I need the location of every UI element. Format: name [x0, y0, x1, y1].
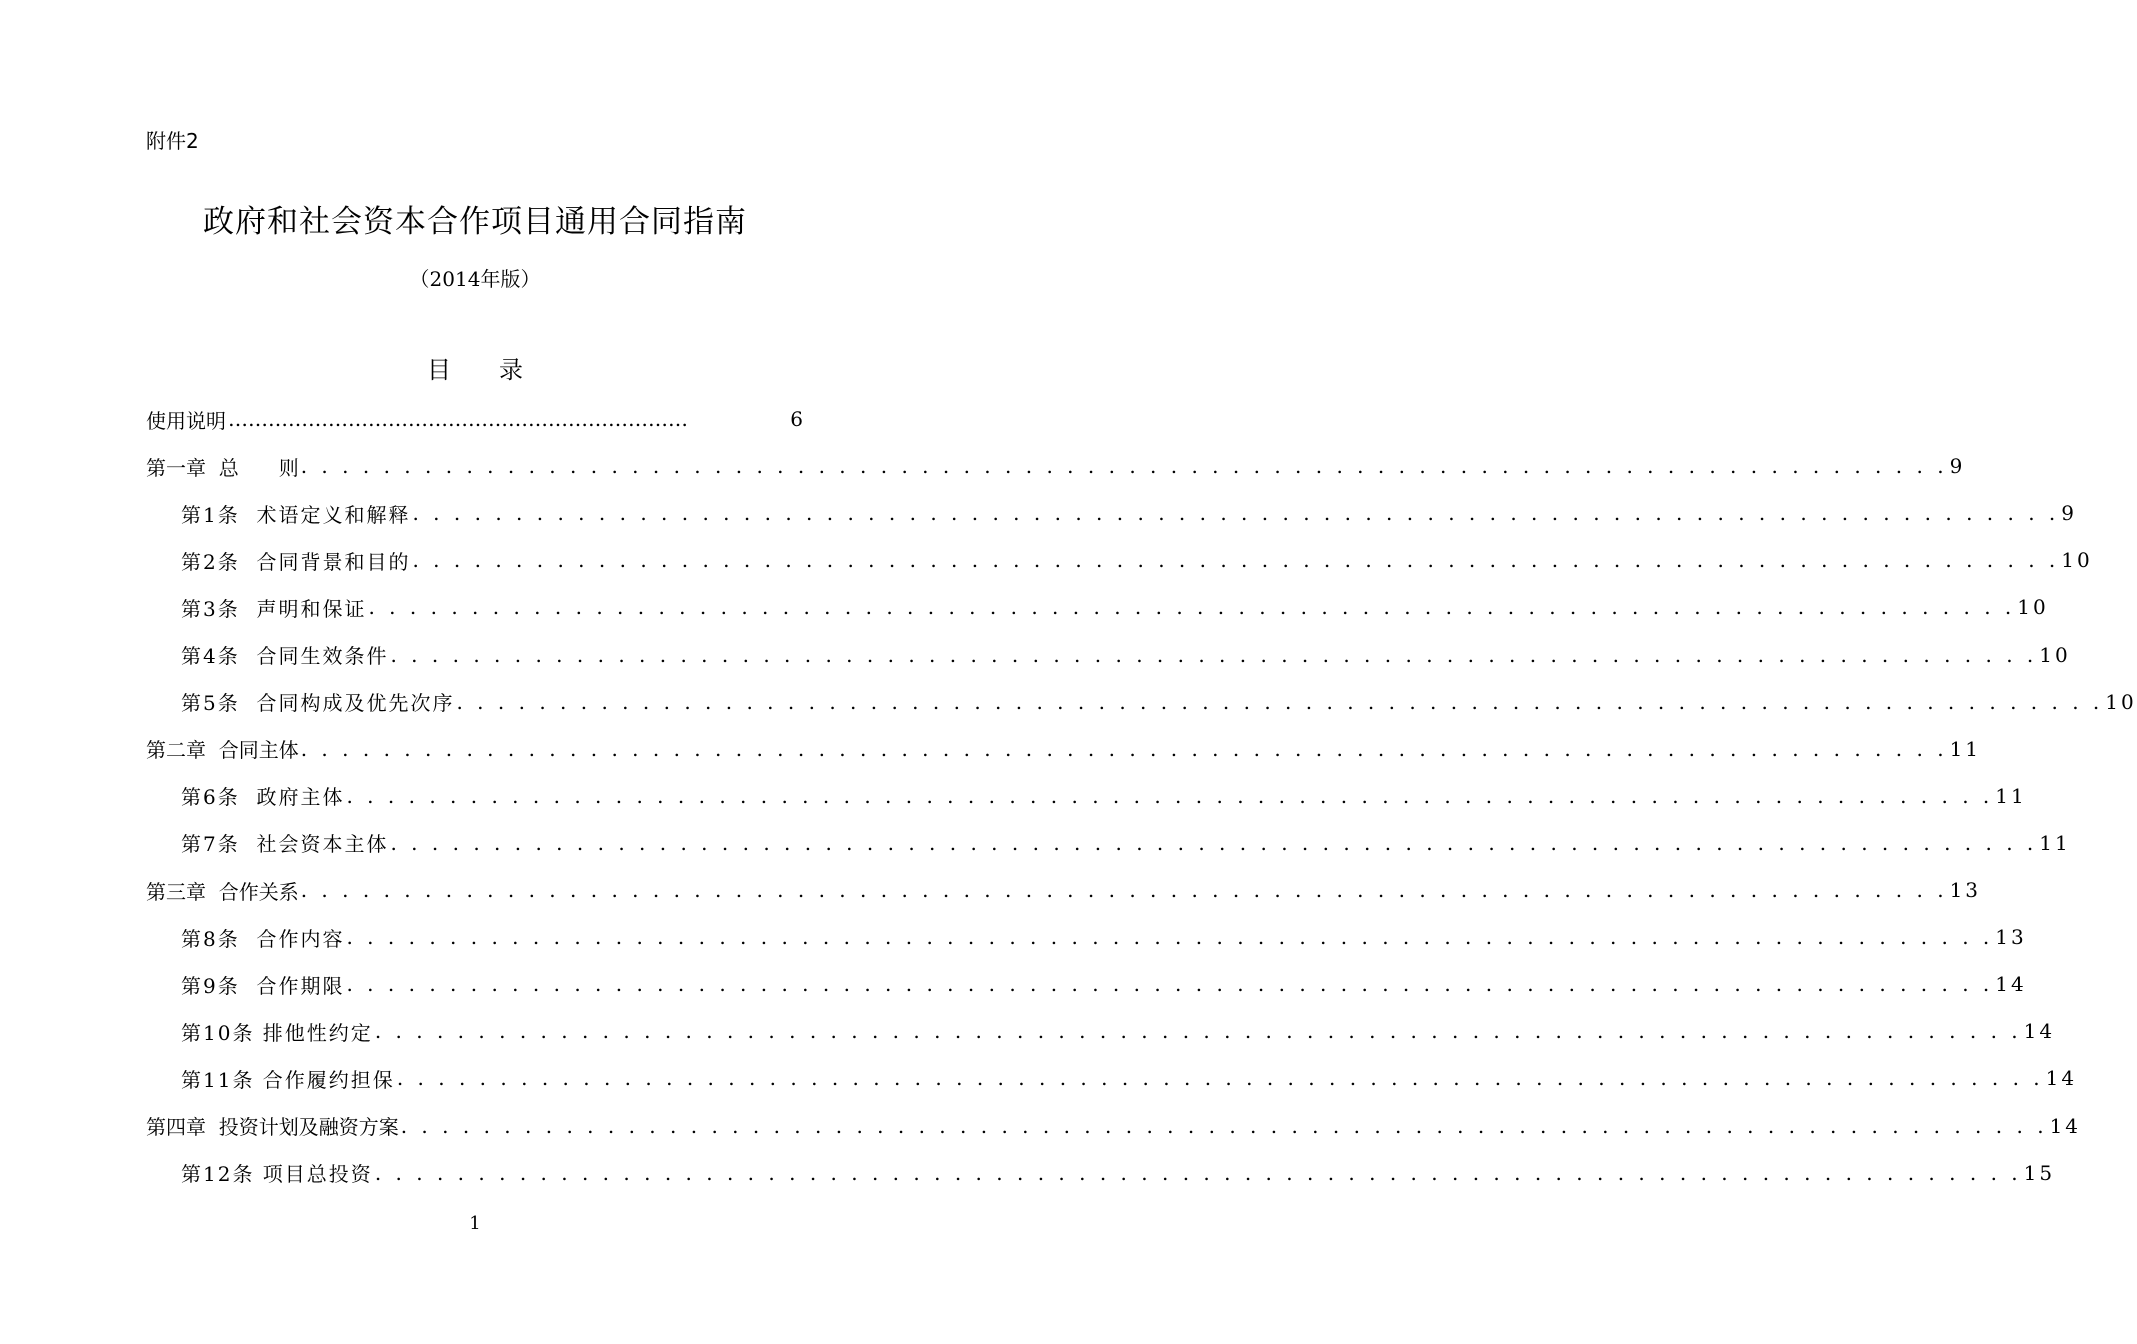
- toc-entry-label: 第8条 合作内容: [181, 926, 345, 951]
- toc-entry-page: 14: [1995, 972, 2027, 997]
- toc-entry-label: 第三章 合作关系: [146, 879, 299, 904]
- toc-dot-leader: ……………………………………………………………: [228, 407, 688, 431]
- toc-entry-page: 14: [2045, 1066, 2078, 1091]
- toc-dot-leader: . . . . . . . . . . . . . . . . . . . . . . . . . . . . . . . . . . . . . . . . . . . . . . . . . . . . . . . . . . . . . . . . . . . . . . . . . . . . . . . .: [456, 689, 2104, 714]
- toc-dot-leader: . . . . . . . . . . . . . . . . . . . . . . . . . . . . . . . . . . . . . . . . . . . . . . . . . . . . . . . . . . . . . . . . . . . . . . . . . . . . . . . .: [390, 642, 2038, 667]
- toc-entry-page: 14: [2049, 1113, 2082, 1138]
- toc-dot-leader: . . . . . . . . . . . . . . . . . . . . . . . . . . . . . . . . . . . . . . . . . . . . . . . . . . . . . . . . . . . . . . . . . . . . . . . . . . . . . . . .: [396, 1066, 2044, 1091]
- attachment-label: 附件2: [146, 129, 199, 153]
- toc-article-entry[interactable]: [181, 1015, 2056, 1047]
- toc-entry-page: 13: [1995, 925, 2027, 950]
- toc-entry-label: 第9条 合作期限: [181, 973, 345, 998]
- toc-dot-leader: . . . . . . . . . . . . . . . . . . . . . . . . . . . . . . . . . . . . . . . . . . . . . . . . . . . . . . . . . . . . . . . . . . . . . . . . . . . . . . . .: [346, 783, 1994, 808]
- document-edition: （2014年版）: [409, 267, 541, 291]
- toc-dot-leader: . . . . . . . . . . . . . . . . . . . . . . . . . . . . . . . . . . . . . . . . . . . . . . . . . . . . . . . . . . . . . . . . . . . . . . . . . . . . . . . .: [390, 830, 2038, 855]
- toc-entry-page: 13: [1949, 878, 1982, 902]
- toc-article-entry[interactable]: [181, 827, 2071, 859]
- toc-article-entry[interactable]: [181, 639, 2071, 671]
- document-title: 政府和社会资本合作项目通用合同指南: [203, 204, 747, 240]
- toc-entry-page: 11: [2039, 830, 2071, 855]
- toc-entry-label: 第7条 社会资本主体: [181, 832, 389, 857]
- toc-entry-page: 10: [2105, 689, 2137, 714]
- toc-article-entry[interactable]: [181, 497, 2078, 529]
- toc-entry-label: 第10条 排他性约定: [181, 1020, 373, 1045]
- page-number: 1: [469, 1213, 481, 1234]
- toc-chapter-entry[interactable]: [146, 874, 1982, 906]
- toc-entry-page: 14: [2023, 1019, 2056, 1044]
- toc-entry-page: 9: [2061, 501, 2078, 526]
- toc-entry-label: 第4条 合同生效条件: [181, 644, 389, 668]
- toc-dot-leader: . . . . . . . . . . . . . . . . . . . . . . . . . . . . . . . . . . . . . . . . . . . . . . . . . . . . . . . . . . . . . . . . . . . . . . . . . . . . . . . .: [368, 595, 2016, 620]
- toc-dot-leader: . . . . . . . . . . . . . . . . . . . . . . . . . . . . . . . . . . . . . . . . . . . . . . . . . . . . . . . . . . . . . . . . . . . . . . . . . . . . . . . .: [400, 1113, 2048, 1138]
- toc-article-entry[interactable]: [181, 780, 2027, 812]
- toc-article-entry[interactable]: [181, 968, 2027, 1000]
- toc-entry-label: 第1条 术语定义和解释: [181, 502, 411, 527]
- toc-entry-label: 第一章 总 则: [146, 455, 299, 480]
- toc-article-entry[interactable]: [181, 544, 2093, 576]
- toc-chapter-entry[interactable]: [146, 450, 1966, 482]
- toc-dot-leader: . . . . . . . . . . . . . . . . . . . . . . . . . . . . . . . . . . . . . . . . . . . . . . . . . . . . . . . . . . . . . . . . . . . . . . . . . . . . . . . .: [412, 548, 2060, 573]
- toc-dot-leader: . . . . . . . . . . . . . . . . . . . . . . . . . . . . . . . . . . . . . . . . . . . . . . . . . . . . . . . . . . . . . . . . . . . . . . . . . . . . . . . .: [300, 454, 1948, 479]
- toc-heading: 目 录: [427, 356, 523, 384]
- toc-chapter-entry[interactable]: [146, 1110, 2082, 1142]
- toc-article-entry[interactable]: [181, 591, 2049, 623]
- toc-entry-page: 6: [790, 407, 806, 431]
- toc-article-entry[interactable]: [181, 1157, 2056, 1189]
- toc-entry-label: 使用说明: [146, 408, 226, 433]
- toc-entry-label: 第11条 合作履约担保: [181, 1067, 395, 1092]
- toc-entry-page: 10: [2039, 642, 2071, 667]
- toc-chapter-entry[interactable]: [146, 403, 806, 435]
- toc-article-entry[interactable]: [181, 686, 2137, 718]
- toc-dot-leader: . . . . . . . . . . . . . . . . . . . . . . . . . . . . . . . . . . . . . . . . . . . . . . . . . . . . . . . . . . . . . . . . . . . . . . . . . . . . . . . .: [412, 501, 2060, 526]
- toc-entry-page: 10: [2017, 595, 2049, 620]
- toc-entry-label: 第5条 合同构成及优先次序: [181, 691, 455, 716]
- toc-dot-leader: . . . . . . . . . . . . . . . . . . . . . . . . . . . . . . . . . . . . . . . . . . . . . . . . . . . . . . . . . . . . . . . . . . . . . . . . . . . . . . . .: [374, 1019, 2022, 1044]
- toc-entry-label: 第12条 项目总投资: [181, 1162, 373, 1187]
- toc-article-entry[interactable]: [181, 921, 2027, 953]
- toc-entry-label: 第6条 政府主体: [181, 785, 345, 810]
- toc-dot-leader: . . . . . . . . . . . . . . . . . . . . . . . . . . . . . . . . . . . . . . . . . . . . . . . . . . . . . . . . . . . . . . . . . . . . . . . . . . . . . . . .: [346, 925, 1994, 950]
- toc-entry-label: 第2条 合同背景和目的: [181, 549, 411, 574]
- toc-entry-label: 第四章 投资计划及融资方案: [146, 1115, 399, 1139]
- toc-chapter-entry[interactable]: [146, 733, 1982, 765]
- toc-entry-page: 10: [2061, 548, 2093, 573]
- toc-entry-label: 第二章 合同主体: [146, 738, 299, 763]
- toc-dot-leader: . . . . . . . . . . . . . . . . . . . . . . . . . . . . . . . . . . . . . . . . . . . . . . . . . . . . . . . . . . . . . . . . . . . . . . . . . . . . . . . .: [300, 878, 1948, 902]
- toc-entry-label: 第3条 声明和保证: [181, 596, 367, 621]
- toc-entry-page: 11: [1995, 783, 2027, 808]
- toc-entry-page: 9: [1949, 454, 1966, 479]
- toc-entry-page: 15: [2023, 1160, 2056, 1185]
- toc-dot-leader: . . . . . . . . . . . . . . . . . . . . . . . . . . . . . . . . . . . . . . . . . . . . . . . . . . . . . . . . . . . . . . . . . . . . . . . . . . . . . . . .: [346, 972, 1994, 997]
- toc-dot-leader: . . . . . . . . . . . . . . . . . . . . . . . . . . . . . . . . . . . . . . . . . . . . . . . . . . . . . . . . . . . . . . . . . . . . . . . . . . . . . . . .: [300, 736, 1948, 761]
- toc-dot-leader: . . . . . . . . . . . . . . . . . . . . . . . . . . . . . . . . . . . . . . . . . . . . . . . . . . . . . . . . . . . . . . . . . . . . . . . . . . . . . . . .: [374, 1160, 2022, 1185]
- toc-article-entry[interactable]: [181, 1062, 2078, 1094]
- toc-entry-page: 11: [1949, 736, 1982, 761]
